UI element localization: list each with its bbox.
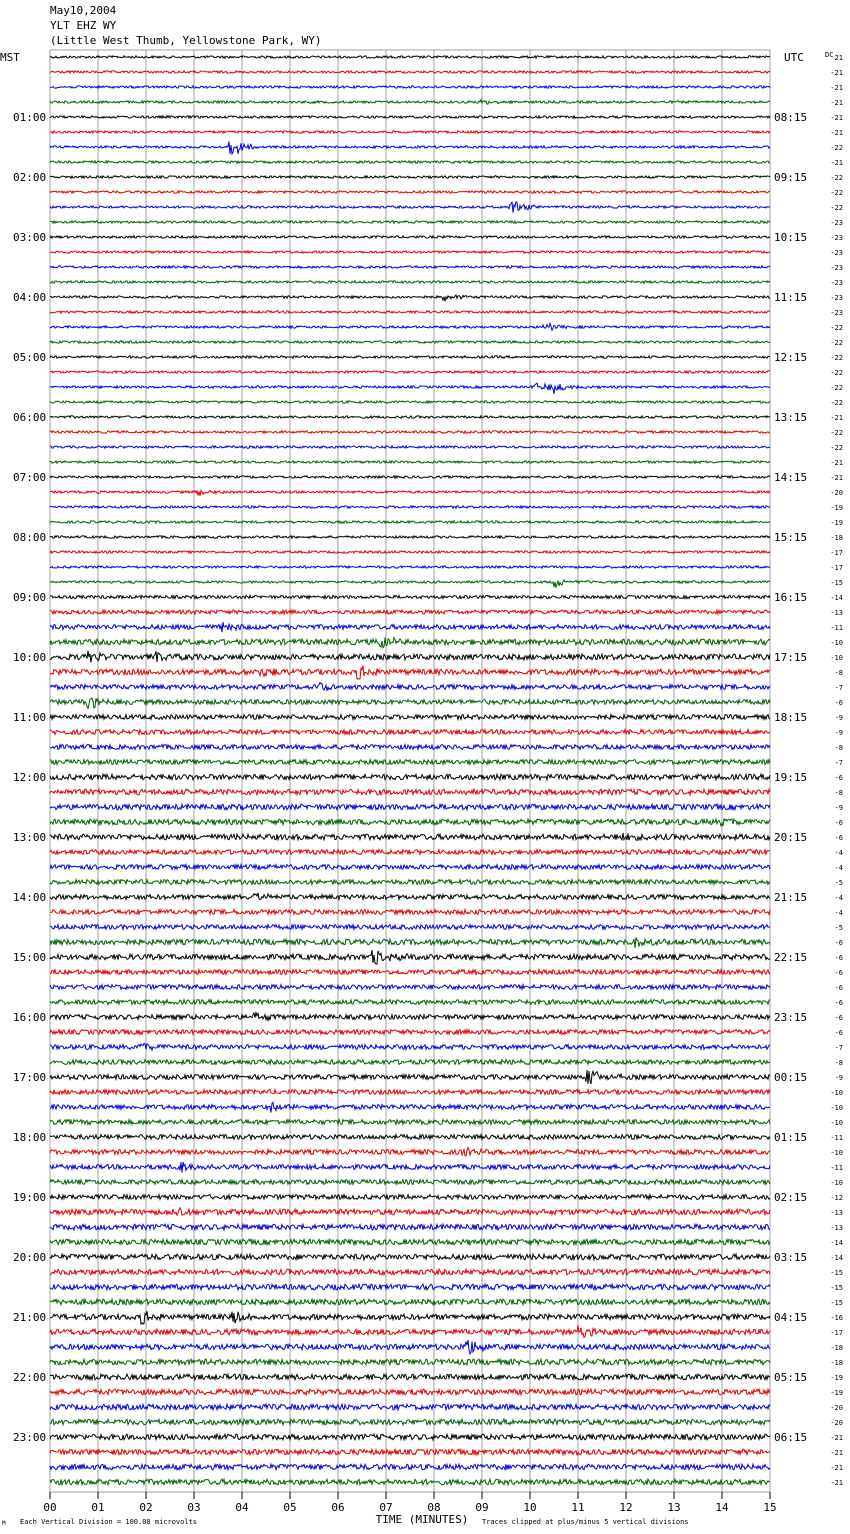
dc-offset-label: -7 xyxy=(834,684,843,692)
dc-offset-label: -11 xyxy=(830,624,843,632)
dc-offset-label: -22 xyxy=(830,429,843,437)
seismic-trace xyxy=(50,1326,770,1338)
left-hour-label: 16:00 xyxy=(13,1011,47,1024)
dc-offset-label: -23 xyxy=(830,264,843,272)
seismic-trace xyxy=(50,202,770,213)
right-hour-label: 23:15 xyxy=(774,1011,808,1024)
seismic-trace xyxy=(50,774,770,780)
seismic-trace xyxy=(50,1060,770,1065)
seismic-trace xyxy=(50,985,770,990)
left-hour-label: 12:00 xyxy=(13,771,47,784)
dc-offset-label: -19 xyxy=(830,519,843,527)
left-hour-label: 19:00 xyxy=(13,1191,47,1204)
right-hour-label: 10:15 xyxy=(774,231,808,244)
dc-offset-label: -20 xyxy=(830,489,843,497)
right-hour-label: 17:15 xyxy=(774,651,808,664)
right-hour-label: 21:15 xyxy=(774,891,808,904)
dc-offset-label: -4 xyxy=(834,849,843,857)
seismic-trace xyxy=(50,383,770,394)
dc-offset-label: -8 xyxy=(834,789,843,797)
left-hour-label: 14:00 xyxy=(13,891,47,904)
x-tick-label: 05 xyxy=(283,1501,297,1514)
dc-offset-label: -9 xyxy=(834,1074,843,1082)
left-hour-label: 22:00 xyxy=(13,1371,47,1384)
dc-offset-label: -17 xyxy=(830,1329,843,1337)
seismic-trace xyxy=(50,970,770,975)
right-hour-label: 15:15 xyxy=(774,531,808,544)
dc-offset-label: -22 xyxy=(830,339,843,347)
seismic-trace xyxy=(50,865,770,870)
left-hour-label: 06:00 xyxy=(13,411,47,424)
dc-offset-label: -4 xyxy=(834,894,843,902)
right-hour-label: 20:15 xyxy=(774,831,808,844)
dc-offset-label: -10 xyxy=(830,654,843,662)
seismic-trace xyxy=(50,1180,770,1185)
x-tick-label: 02 xyxy=(139,1501,153,1514)
left-hour-label: 01:00 xyxy=(13,111,47,124)
x-tick-label: 12 xyxy=(619,1501,633,1514)
seismic-trace xyxy=(50,1195,770,1200)
seismic-trace xyxy=(50,1404,770,1410)
right-hour-label: 05:15 xyxy=(774,1371,808,1384)
seismic-trace xyxy=(50,266,770,268)
seismic-trace xyxy=(50,1030,770,1035)
seismic-trace xyxy=(50,356,770,358)
seismic-trace xyxy=(50,1374,770,1380)
seismic-trace xyxy=(50,880,770,885)
dc-offset-label: -15 xyxy=(830,1299,843,1307)
vertical-division-note: Each Vertical Division = 100.00 microvolts xyxy=(20,1518,198,1526)
seismic-trace xyxy=(50,323,770,330)
seismic-trace xyxy=(50,950,770,964)
seismic-trace xyxy=(50,666,770,679)
dc-offset-label: -21 xyxy=(830,1434,843,1442)
dc-offset-label: -6 xyxy=(834,774,843,782)
seismic-trace xyxy=(50,1224,770,1230)
dc-offset-label: -8 xyxy=(834,1059,843,1067)
dc-offset-label: -6 xyxy=(834,819,843,827)
corner-mark: M xyxy=(2,1520,6,1527)
seismic-trace xyxy=(50,1284,770,1290)
dc-offset-label: -6 xyxy=(834,939,843,947)
left-hour-label: 09:00 xyxy=(13,591,47,604)
dc-offset-label: -10 xyxy=(830,1089,843,1097)
seismic-trace xyxy=(50,1434,770,1440)
dc-offset-label: 21 xyxy=(834,54,843,62)
seismic-trace xyxy=(50,1147,770,1156)
seismic-trace xyxy=(50,311,770,313)
seismic-trace xyxy=(50,910,770,915)
seismic-trace xyxy=(50,610,770,614)
dc-offset-label: -6 xyxy=(834,969,843,977)
x-tick-label: 13 xyxy=(667,1501,681,1514)
right-hour-label: 00:15 xyxy=(774,1071,808,1084)
dc-offset-label: -23 xyxy=(830,279,843,287)
left-hour-label: 20:00 xyxy=(13,1251,47,1264)
dc-offset-label: -22 xyxy=(830,369,843,377)
seismic-trace xyxy=(50,506,770,508)
dc-offset-label: -13 xyxy=(830,1209,843,1217)
dc-offset-label: -21 xyxy=(830,474,843,482)
left-hour-label: 11:00 xyxy=(13,711,47,724)
dc-offset-label: -12 xyxy=(830,1194,843,1202)
seismic-trace xyxy=(50,341,770,343)
dc-offset-label: -17 xyxy=(830,564,843,572)
left-hour-label: 08:00 xyxy=(13,531,47,544)
dc-offset-label: -22 xyxy=(830,189,843,197)
dc-offset-label: -21 xyxy=(830,1464,843,1472)
left-hour-label: 18:00 xyxy=(13,1131,47,1144)
dc-offset-label: -23 xyxy=(830,309,843,317)
dc-offset-label: -23 xyxy=(830,249,843,257)
label-group xyxy=(13,54,843,1514)
x-tick-label: 09 xyxy=(475,1501,489,1514)
right-hour-label: 22:15 xyxy=(774,951,808,964)
seismic-trace xyxy=(50,221,770,223)
dc-offset-label: -8 xyxy=(834,744,843,752)
right-hour-label: 01:15 xyxy=(774,1131,808,1144)
dc-offset-label: -16 xyxy=(830,1314,843,1322)
left-hour-label: 02:00 xyxy=(13,171,47,184)
dc-offset-label: -23 xyxy=(830,294,843,302)
seismic-trace xyxy=(50,490,770,496)
seismic-trace xyxy=(50,1000,770,1005)
right-hour-label: 11:15 xyxy=(774,291,808,304)
seismic-trace xyxy=(50,1208,770,1215)
seismic-trace xyxy=(50,1120,770,1125)
seismic-trace xyxy=(50,566,770,568)
x-tick-label: 01 xyxy=(91,1501,105,1514)
seismic-trace xyxy=(50,56,770,58)
dc-offset-label: -6 xyxy=(834,999,843,1007)
dc-offset-label: -13 xyxy=(830,1224,843,1232)
seismic-trace xyxy=(50,236,770,238)
dc-offset-label: -21 xyxy=(830,69,843,77)
dc-offset-label: -11 xyxy=(830,1164,843,1172)
dc-offset-label: -20 xyxy=(830,1404,843,1412)
dc-offset-label: -6 xyxy=(834,984,843,992)
right-hour-label: 09:15 xyxy=(774,171,808,184)
seismic-trace xyxy=(50,1162,770,1173)
seismic-trace xyxy=(50,789,770,795)
seismic-trace xyxy=(50,925,770,930)
dc-offset-label: -19 xyxy=(830,1374,843,1382)
dc-offset-label: -9 xyxy=(834,714,843,722)
x-axis-title: TIME (MINUTES) xyxy=(375,1513,469,1526)
dc-offset-label: -13 xyxy=(830,609,843,617)
trace-group xyxy=(50,56,770,1485)
dc-offset-label: -18 xyxy=(830,1359,843,1367)
left-hour-label: 10:00 xyxy=(13,651,47,664)
seismic-trace xyxy=(50,1239,770,1245)
dc-offset-label: -21 xyxy=(830,1449,843,1457)
seismic-trace xyxy=(50,730,770,735)
seismic-trace xyxy=(50,141,770,154)
dc-offset-label: -6 xyxy=(834,834,843,842)
left-hour-label: 04:00 xyxy=(13,291,47,304)
dc-offset-label: -22 xyxy=(830,174,843,182)
dc-offset-label: -15 xyxy=(830,1269,843,1277)
right-hour-label: 12:15 xyxy=(774,351,808,364)
left-hour-label: 17:00 xyxy=(13,1071,47,1084)
dc-offset-label: -14 xyxy=(830,1254,843,1262)
seismic-trace xyxy=(50,1340,770,1354)
left-hour-label: 15:00 xyxy=(13,951,47,964)
seismic-trace xyxy=(50,1464,770,1470)
dc-offset-label: -11 xyxy=(830,1134,843,1142)
seismic-trace xyxy=(50,131,770,133)
left-hour-label: 21:00 xyxy=(13,1311,47,1324)
seismic-trace xyxy=(50,1135,770,1140)
seismic-trace xyxy=(50,893,770,900)
dc-offset-label: -21 xyxy=(830,1479,843,1487)
x-tick-label: 07 xyxy=(379,1501,393,1514)
dc-offset-label: -22 xyxy=(830,144,843,152)
seismic-trace xyxy=(50,191,770,193)
seismic-trace xyxy=(50,1389,770,1395)
dc-offset-label: -20 xyxy=(830,1419,843,1427)
left-hour-label: 13:00 xyxy=(13,831,47,844)
seismic-trace xyxy=(50,622,770,632)
dc-offset-label: -19 xyxy=(830,1389,843,1397)
seismic-trace xyxy=(50,850,770,855)
right-hour-label: 04:15 xyxy=(774,1311,808,1324)
seismic-trace xyxy=(50,1359,770,1365)
seismic-trace xyxy=(50,937,770,948)
dc-offset-label: -21 xyxy=(830,114,843,122)
dc-offset-label: -15 xyxy=(830,579,843,587)
seismic-trace xyxy=(50,281,770,283)
dc-offset-label: -23 xyxy=(830,219,843,227)
seismic-trace xyxy=(50,1070,770,1084)
right-hour-label: 19:15 xyxy=(774,771,808,784)
seismic-trace xyxy=(50,1013,770,1021)
right-hour-label: 14:15 xyxy=(774,471,808,484)
seismic-trace xyxy=(50,580,770,587)
dc-offset-label: -5 xyxy=(834,879,843,887)
seismic-trace xyxy=(50,1269,770,1275)
left-hour-label: 03:00 xyxy=(13,231,47,244)
dc-offset-label: -18 xyxy=(830,1344,843,1352)
dc-offset-label: -22 xyxy=(830,384,843,392)
dc-offset-label: -18 xyxy=(830,534,843,542)
seismic-trace xyxy=(50,1043,770,1050)
dc-offset-label: -8 xyxy=(834,669,843,677)
x-tick-label: 00 xyxy=(43,1501,57,1514)
seismic-trace xyxy=(50,819,770,826)
dc-offset-label: -9 xyxy=(834,729,843,737)
seismic-trace xyxy=(50,551,770,553)
dc-offset-label: -6 xyxy=(834,699,843,707)
right-hour-label: 16:15 xyxy=(774,591,808,604)
dc-offset-label: -4 xyxy=(834,909,843,917)
seismic-trace xyxy=(50,1311,770,1324)
dc-offset-label: -19 xyxy=(830,504,843,512)
seismic-trace xyxy=(50,461,770,463)
left-hour-label: 05:00 xyxy=(13,351,47,364)
dc-offset-label: -7 xyxy=(834,1044,843,1052)
seismic-trace xyxy=(50,251,770,253)
seismic-trace xyxy=(50,1449,770,1455)
right-hour-label: 13:15 xyxy=(774,411,808,424)
seismic-trace xyxy=(50,595,770,598)
dc-offset-label: -21 xyxy=(830,414,843,422)
dc-offset-label: -14 xyxy=(830,1239,843,1247)
x-tick-label: 04 xyxy=(235,1501,249,1514)
seismic-trace xyxy=(50,446,770,448)
seismic-trace xyxy=(50,698,770,708)
dc-offset-label: -21 xyxy=(830,129,843,137)
clipping-note: Traces clipped at plus/minus 5 vertical divisions xyxy=(482,1518,689,1526)
seismic-trace xyxy=(50,1479,770,1485)
right-timezone-label: UTC xyxy=(784,51,804,64)
dc-offset-label: -6 xyxy=(834,1014,843,1022)
left-timezone-label: MST xyxy=(0,51,20,64)
dc-offset-label: -7 xyxy=(834,759,843,767)
dc-offset-label: -5 xyxy=(834,924,843,932)
seismic-trace xyxy=(50,401,770,403)
dc-offset-label: -21 xyxy=(830,459,843,467)
right-hour-label: 06:15 xyxy=(774,1431,808,1444)
dc-offset-label: -21 xyxy=(830,159,843,167)
header-date: May10,2004 xyxy=(50,4,117,17)
dc-offset-label: -10 xyxy=(830,1149,843,1157)
seismic-trace xyxy=(50,683,770,691)
seismic-trace xyxy=(50,638,770,648)
seismic-trace xyxy=(50,651,770,663)
x-tick-label: 14 xyxy=(715,1501,729,1514)
dc-offset-label: -10 xyxy=(830,639,843,647)
right-hour-label: 18:15 xyxy=(774,711,808,724)
x-tick-label: 10 xyxy=(523,1501,537,1514)
left-hour-label: 07:00 xyxy=(13,471,47,484)
dc-offset-label: -9 xyxy=(834,804,843,812)
dc-offset-label: -10 xyxy=(830,1104,843,1112)
x-tick-label: 11 xyxy=(571,1501,585,1514)
seismic-trace xyxy=(50,86,770,88)
dc-offset-label: -22 xyxy=(830,354,843,362)
x-tick-label: 06 xyxy=(331,1501,345,1514)
dc-offset-label: -23 xyxy=(830,234,843,242)
dc-offset-label: -15 xyxy=(830,1284,843,1292)
right-hour-label: 08:15 xyxy=(774,111,808,124)
right-hour-label: 03:15 xyxy=(774,1251,808,1264)
seismic-trace xyxy=(50,431,770,433)
seismic-trace xyxy=(50,161,770,163)
seismic-trace xyxy=(50,416,770,418)
x-tick-label: 03 xyxy=(187,1501,201,1514)
dc-offset-label: -21 xyxy=(830,84,843,92)
dc-offset-label: -22 xyxy=(830,324,843,332)
seismic-trace xyxy=(50,116,770,118)
right-hour-label: 02:15 xyxy=(774,1191,808,1204)
seismic-trace xyxy=(50,295,770,301)
dc-offset-label: -10 xyxy=(830,1119,843,1127)
x-tick-label: 08 xyxy=(427,1501,441,1514)
dc-offset-label: -14 xyxy=(830,594,843,602)
dc-offset-label: -22 xyxy=(830,444,843,452)
dc-offset-label: -21 xyxy=(830,99,843,107)
seismic-trace xyxy=(50,71,770,73)
seismic-trace xyxy=(50,760,770,765)
seismic-trace xyxy=(50,1102,770,1112)
dc-offset-label: -6 xyxy=(834,1029,843,1037)
seismic-trace xyxy=(50,1254,770,1260)
seismic-trace xyxy=(50,521,770,523)
dc-label: DC xyxy=(825,51,834,59)
seismic-trace xyxy=(50,1090,770,1095)
dc-offset-label: -10 xyxy=(830,1179,843,1187)
header-location: (Little West Thumb, Yellowstone Park, WY) xyxy=(50,34,322,47)
seismic-trace xyxy=(50,371,770,373)
dc-offset-label: -4 xyxy=(834,864,843,872)
seismic-trace xyxy=(50,833,770,841)
header-station: YLT EHZ WY xyxy=(50,19,117,32)
seismic-trace xyxy=(50,476,770,478)
dc-offset-label: -22 xyxy=(830,204,843,212)
seismic-trace xyxy=(50,1419,770,1425)
seismic-trace xyxy=(50,100,770,105)
x-tick-label: 15 xyxy=(763,1501,777,1514)
seismic-trace xyxy=(50,745,770,750)
dc-offset-label: -17 xyxy=(830,549,843,557)
seismic-trace xyxy=(50,804,770,810)
dc-offset-label: -6 xyxy=(834,954,843,962)
left-hour-label: 23:00 xyxy=(13,1431,47,1444)
dc-offset-label: -22 xyxy=(830,399,843,407)
seismic-trace xyxy=(50,536,770,538)
seismic-trace xyxy=(50,176,770,178)
seismic-trace xyxy=(50,1299,770,1305)
seismic-trace xyxy=(50,715,770,720)
